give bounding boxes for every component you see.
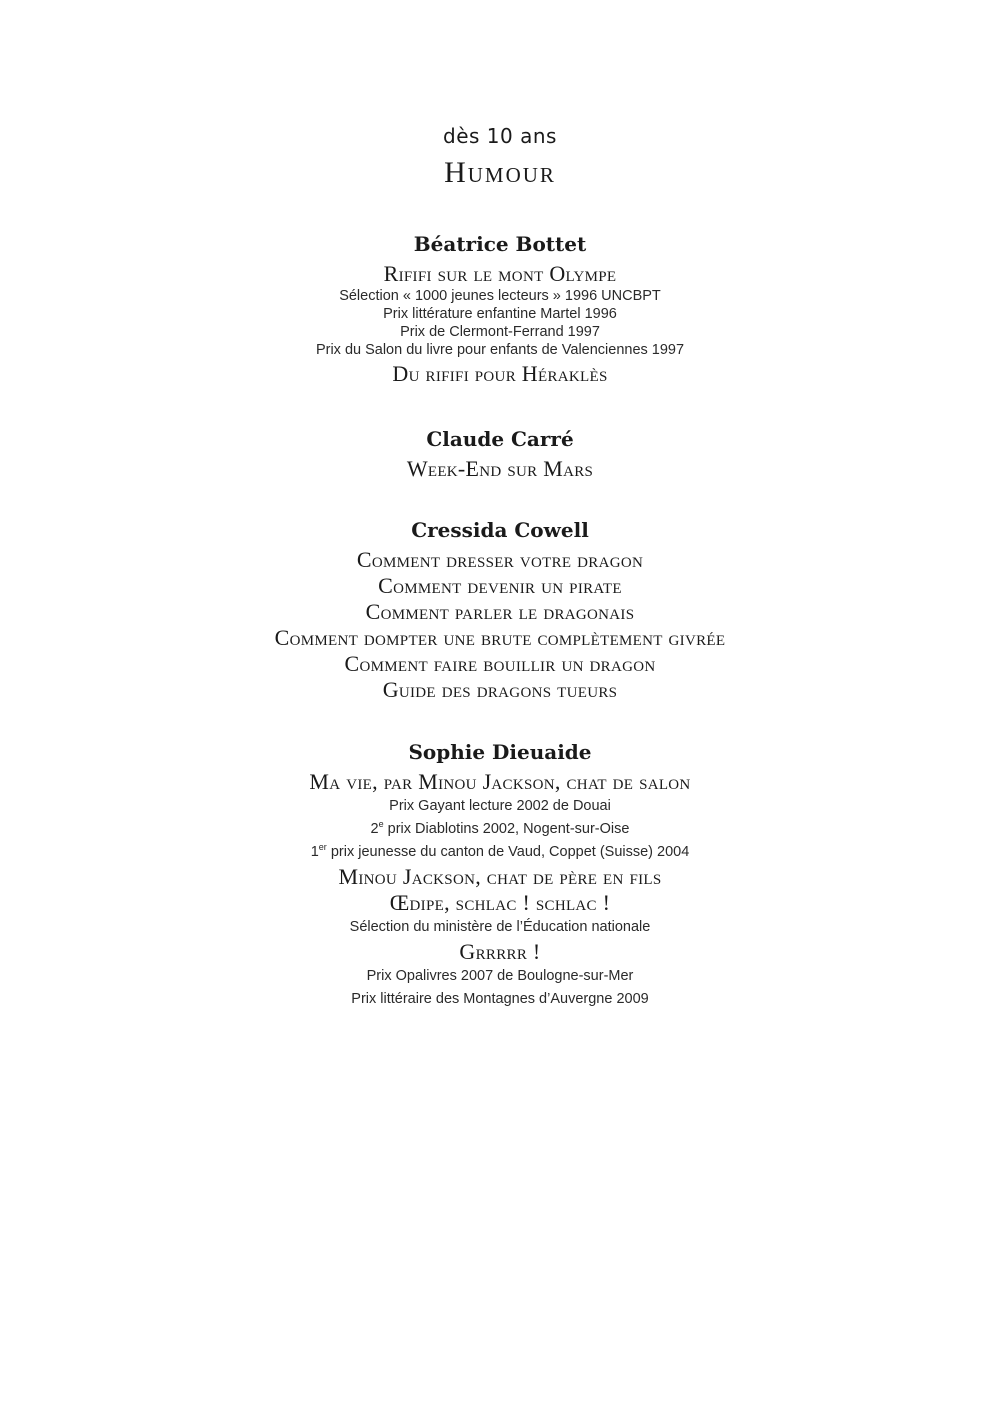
book-title: Week-End sur Mars xyxy=(406,456,594,481)
author-name: Claude Carré xyxy=(426,427,574,451)
author-name: Cressida Cowell xyxy=(411,518,589,542)
award-line: 2e prix Diablotins 2002, Nogent-sur-Oise xyxy=(370,819,630,837)
age-range: dès 10 ans xyxy=(443,124,557,148)
award-line: Sélection « 1000 jeunes lecteurs » 1996 UNCBPT xyxy=(339,288,661,304)
award-line: Prix de Clermont-Ferrand 1997 xyxy=(400,324,600,340)
book-title: Comment dompter une brute complètement givrée xyxy=(274,625,726,650)
author-section-bottet xyxy=(0,231,1000,387)
book-title: Minou Jackson, chat de père en fils xyxy=(338,864,662,889)
book-title: Guide des dragons tueurs xyxy=(382,677,618,702)
book-title: Œdipe, schlac ! schlac ! xyxy=(389,890,611,915)
author-name: Béatrice Bottet xyxy=(413,232,587,256)
award-line: Prix Gayant lecture 2002 de Douai xyxy=(389,798,611,814)
award-line: Prix littérature enfantine Martel 1996 xyxy=(383,306,617,322)
award-line: Prix Opalivres 2007 de Boulogne-sur-Mer xyxy=(366,968,634,984)
author-section-dieuaide xyxy=(0,739,1000,1011)
book-title: Ma vie, par Minou Jackson, chat de salon xyxy=(309,769,691,794)
book-title: Comment parler le dragonais xyxy=(365,599,635,624)
award-line: Sélection du ministère de l’Éducation nationale xyxy=(349,919,651,935)
award-line: Prix littéraire des Montagnes d’Auvergne 2009 xyxy=(351,991,649,1007)
book-title: Du rififi pour Héraklès xyxy=(392,361,608,386)
award-line: 1er prix jeunesse du canton de Vaud, Coppet (Suisse) 2004 xyxy=(310,842,690,860)
author-section-cowell xyxy=(0,517,1000,703)
author-name: Sophie Dieuaide xyxy=(408,740,592,764)
book-title: Comment devenir un pirate xyxy=(378,573,622,598)
book-title: Comment faire bouillir un dragon xyxy=(344,651,656,676)
award-line: Prix du Salon du livre pour enfants de Valenciennes 1997 xyxy=(315,342,685,358)
genre-heading: Humour xyxy=(444,156,556,189)
author-section-carre xyxy=(0,426,1000,482)
book-title: Comment dresser votre dragon xyxy=(356,547,644,572)
book-title: Grrrrr ! xyxy=(459,939,541,964)
book-title: Rififi sur le mont Olympe xyxy=(383,261,617,286)
